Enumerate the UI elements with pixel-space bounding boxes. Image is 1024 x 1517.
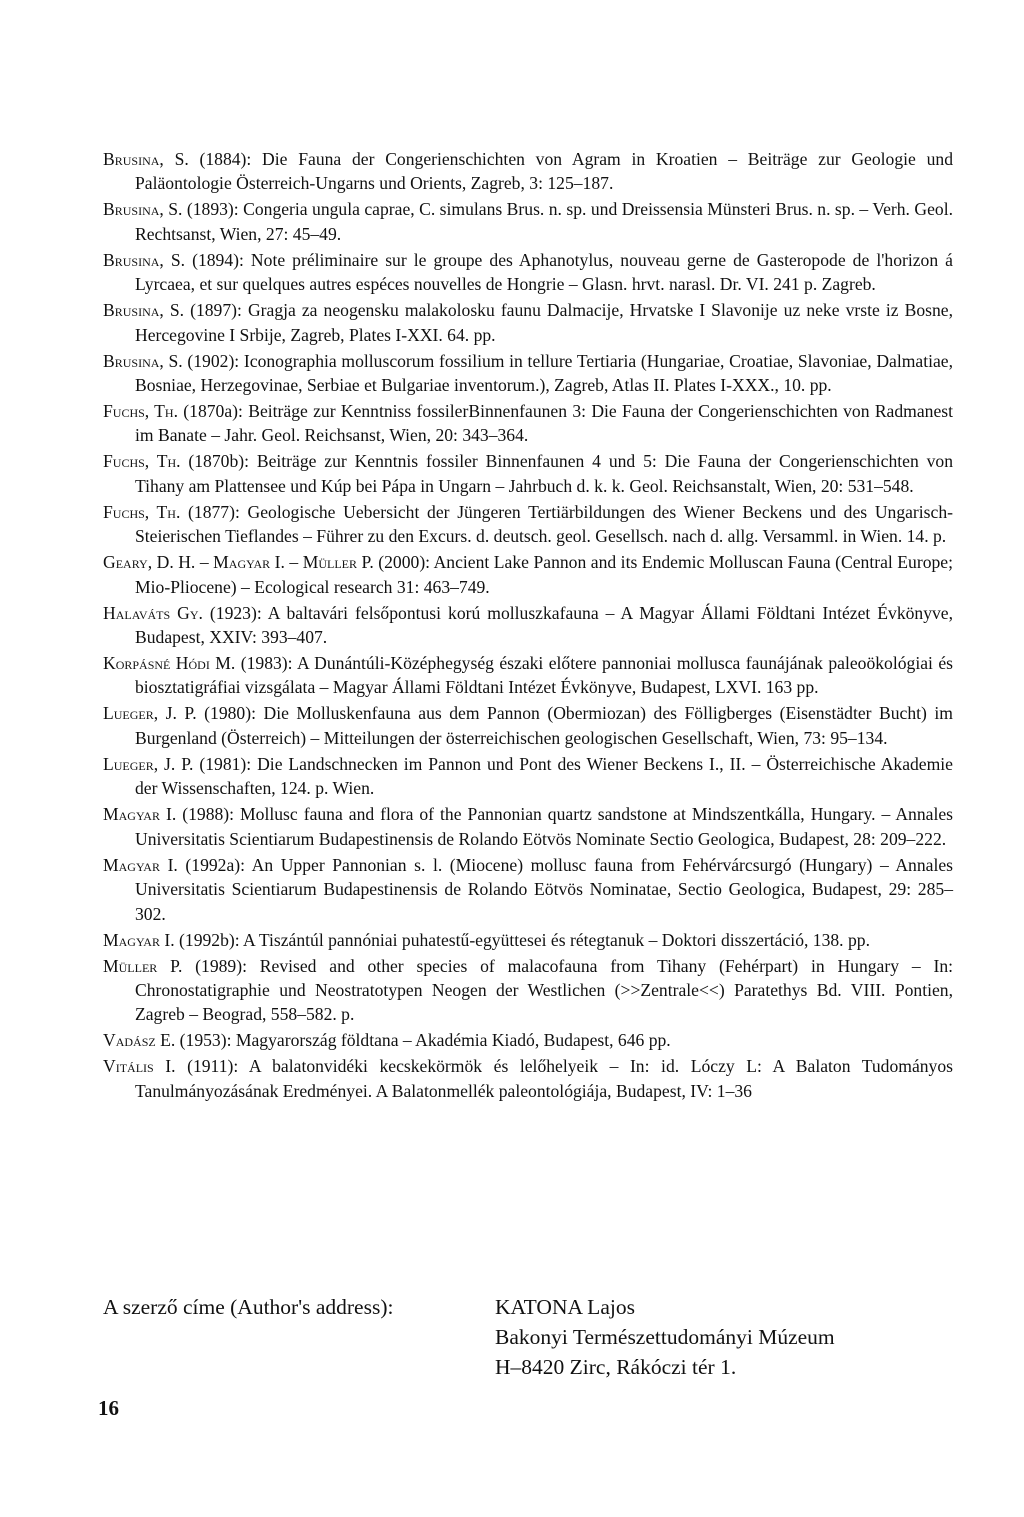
reference-author: Korpásné Hódi M. (103, 653, 236, 674)
reference-text: (1884): Die Fauna der Congerienschichten von Agram in Kroatien – Beiträge zur Geologie und Paläontologie Österreich-Ungarns und Orients, Zagreb, 3: 125–187. (135, 149, 953, 194)
reference-entry (103, 147, 953, 196)
reference-entry (103, 399, 953, 448)
reference-entry (103, 802, 953, 851)
reference-text: (1897): Gragja za neogensku malakolosku faunu Dalmacije, Hrvatske I Slavonije uz neke vrste iz Bosne, Hercegovine I Srbije, Zagreb, Plates I-XXI. 64. pp. (135, 300, 953, 345)
reference-entry (103, 197, 953, 246)
reference-author: Brusina, S. (103, 350, 183, 371)
reference-author: Vadász E. (103, 1030, 176, 1051)
reference-author: Müller P. (103, 955, 183, 976)
reference-entry (103, 752, 953, 801)
reference-entry (103, 550, 953, 599)
reference-entry (103, 298, 953, 347)
reference-author: Lueger, J. P. (103, 703, 197, 724)
reference-entry (103, 701, 953, 750)
reference-text: (1981): Die Landschnecken im Pannon und Pont des Wiener Beckens I., II. – Österreichische Akademie der Wissenschaften, 124. p. Wien. (135, 753, 953, 799)
reference-text: (1989): Revised and other species of malacofauna from Tihany (Fehérpart) in Hungary – In: Chronostatigraphie und Neostratotypen Neogen der Westlichen (>>Zentrale<<) Paratethys Bd. VIII. Pontien, Zagreb – Beograd, 558–582. p. (135, 955, 953, 1025)
reference-author: Magyar I. (103, 854, 178, 875)
address-line-institution: Bakonyi Természettudományi Múzeum (495, 1325, 835, 1349)
address-line-name: KATONA Lajos (495, 1295, 635, 1319)
reference-author: Magyar I. (103, 804, 177, 825)
reference-entry (103, 928, 953, 952)
reference-text: (1923): A baltavári felsőpontusi korú molluszkafauna – A Magyar Állami Földtani Intézet Évkönyve, Budapest, XXIV: 393–407. (135, 602, 954, 648)
reference-text: (1877): Geologische Uebersicht der Jüngeren Tertiärbildungen des Wiener Beckens und des Ungarisch-Steierischen Tieflandes – Führer zu den Excurs. d. deutsch. geol. Gesellsch. nach d. allg. Versamml. in Wien. 14. p. (135, 501, 953, 547)
reference-author: Magyar I. (103, 929, 175, 950)
reference-entry (103, 1054, 953, 1103)
reference-list (103, 147, 953, 1105)
reference-author: Halaváts Gy. (103, 602, 203, 623)
reference-author: Fuchs, Th. (103, 501, 181, 522)
reference-author: Brusina, S. (103, 249, 186, 270)
reference-text: (1992a): An Upper Pannonian s. l. (Miocene) mollusc fauna from Fehérvárcsurgó (Hungary) – Annales Universitatis Scientiarum Budapestinensis de Rolando Eötvös Nominatae, Sectio Geologica, Budapest, 29: 285–302. (135, 854, 953, 924)
reference-author: Geary, D. H. – Magyar I. – Müller P. (103, 552, 374, 573)
reference-entry (103, 1028, 953, 1052)
reference-text: (1902): Iconographia molluscorum fossilium in tellure Tertiaria (Hungariae, Croatiae, Slavoniae, Dalmatiae, Bosniae, Herzegovinae, Serbiae et Bulgariae inventorum.), Zagreb, Atlas II. Plates I-XXX., 10. pp. (135, 350, 954, 396)
reference-author: Lueger, J. P. (103, 753, 194, 774)
reference-text: (1870a): Beiträge zur Kenntniss fossilerBinnenfaunen 3: Die Fauna der Congerienschichten von Radmanest im Banate – Jahr. Geol. Reichsanst, Wien, 20: 343–364. (135, 401, 953, 446)
reference-text: (1992b): A Tiszántúl pannóniai puhatestű-együttesei és rétegtanuk – Doktori disszertáció, 138. pp. (174, 929, 870, 950)
reference-text: (1953): Magyarország földtana – Akadémia Kiadó, Budapest, 646 pp. (175, 1030, 671, 1051)
reference-text: (1980): Die Molluskenfauna aus dem Pannon (Obermiozan) des Fölligberges (Eisenstädter Bucht) im Burgenland (Österreich) – Mitteilungen der österreichischen geologischen Gesellschaft, Wien, 73: 95–134. (135, 703, 953, 748)
reference-text: (1983): A Dunántúli-Középhegység északi előtere pannoniai mollusca faunájának paleoökológiai és biosztatigráfiai vizsgálata – Magyar Állami Földtani Intézet Évkönyve, Budapest, LXVI. 163 pp. (135, 653, 953, 698)
reference-author: Fuchs, Th. (103, 401, 178, 422)
address-label: A szerző címe (Author's address): (103, 1295, 394, 1319)
address-line-street: H–8420 Zirc, Rákóczi tér 1. (495, 1355, 737, 1379)
reference-text: (1870b): Beiträge zur Kenntnis fossiler Binnenfaunen 4 und 5: Die Fauna der Congerienschichten von Tihany am Plattensee und Kúp bei Pápa in Ungarn – Jahrbuch d. k. k. Geol. Reichsanstalt, Wien, 20: 531–548. (135, 451, 953, 496)
reference-text: (1911): A balatonvidéki kecskekörmök és lelőhelyeik – In: id. Lóczy L: A Balaton Tudományos Tanulmányozásának Eredményei. A Balatonmellék paleontológiája, Budapest, IV: 1–36 (135, 1056, 953, 1101)
address-lines (495, 1292, 835, 1382)
reference-text: (1893): Congeria ungula caprae, C. simulans Brus. n. sp. und Dreissensia Münsteri Brus. n. sp. – Verh. Geol. Rechtsanst, Wien, 27: 45–49. (135, 199, 953, 244)
reference-entry (103, 349, 953, 398)
reference-entry (103, 954, 953, 1027)
reference-entry (103, 601, 953, 650)
reference-text: (1988): Mollusc fauna and flora of the Pannonian quartz sandstone at Mindszentkálla, Hungary. – Annales Universitatis Scientiarum Budapestinensis de Rolando Eötvös Nominate Sectio Geologica, Budapest, 28: 209–222. (135, 804, 953, 849)
reference-author: Brusina, S. (103, 149, 189, 169)
reference-entry (103, 449, 953, 498)
reference-author: Brusina, S. (103, 199, 183, 220)
reference-author: Brusina, S. (103, 300, 185, 321)
reference-entry (103, 248, 953, 297)
reference-entry (103, 651, 953, 700)
reference-text: (2000): Ancient Lake Pannon and its Endemic Molluscan Fauna (Central Europe; Mio-Pliocene) – Ecological research 31: 463–749. (135, 552, 953, 597)
page-number: 16 (98, 1396, 119, 1420)
reference-entry (103, 500, 953, 549)
reference-author: Vitális I. (103, 1056, 176, 1077)
reference-author: Fuchs, Th. (103, 451, 181, 472)
reference-entry (103, 853, 953, 926)
reference-text: (1894): Note préliminaire sur le groupe des Aphanotylus, nouveau gerne de Gasteropode de l'horizon á Lyrcaea, et sur quelques autres espéces nouvelles de Hongrie – Glasn. hrvt. narasl. Dr. VI. 241 p. Zagreb. (135, 249, 953, 295)
